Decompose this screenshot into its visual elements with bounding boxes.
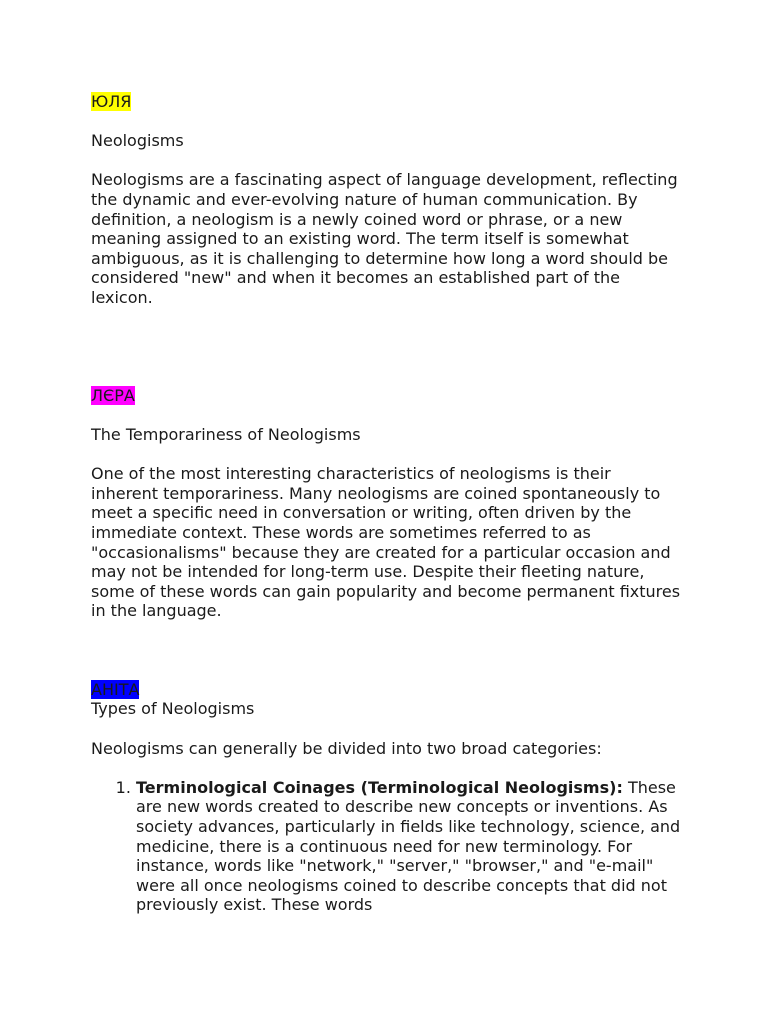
list-item-text: These are new words created to describe new concepts or inventions. As society advances, particularly in fields like technology, science, and medicine, there is a continuous need for new terminology. For instance, words like "network," "server," "browser," and "e-mail" were all once neologisms coined to describe concepts that did not previously exist. These words: [136, 777, 681, 915]
neologism-types-list: [91, 778, 681, 915]
speaker-label-1: [91, 92, 681, 112]
spacer: [91, 758, 681, 778]
document-page: [91, 92, 681, 915]
spacer: [91, 445, 681, 465]
spacer: [91, 719, 681, 739]
spacer: [91, 151, 681, 171]
spacer: [91, 621, 681, 680]
list-item-title: Terminological Coinages (Terminological Neologisms):: [136, 777, 623, 797]
spacer: [91, 308, 681, 386]
section-heading-1: Neologisms: [91, 131, 184, 151]
section-paragraph-1: Neologisms are a fascinating aspect of language development, reflecting the dynamic and ever-evolving nature of human communication. By definition, a neologism is a newly coined word or phrase, or a new meaning assigned to an existing word. The term itself is somewhat ambiguous, as it is challenging to determine how long a word should be considered "new" and when it becomes an established part of the lexicon.: [91, 170, 678, 307]
list-item: [136, 778, 681, 915]
speaker-label-3: [91, 680, 681, 700]
section-heading-2: The Temporariness of Neologisms: [91, 425, 361, 445]
spacer: [91, 112, 681, 132]
speaker-name-lera: ЛЄРА: [91, 385, 135, 405]
section-paragraph-2: One of the most interesting characteristics of neologisms is their inherent temporariness. Many neologisms are coined spontaneously to meet a specific need in conversation or writing, often driven by the immediate context. These words are sometimes referred to as "occasionalisms" because they are created for a particular occasion and may not be intended for long-term use. Despite their fleeting nature, some of these words can gain popularity and become permanent fixtures in the language.: [91, 464, 681, 621]
speaker-name-anita: АНІТА: [91, 679, 140, 699]
section-heading-3: Types of Neologisms: [91, 699, 255, 719]
section-intro-3: Neologisms can generally be divided into two broad categories:: [91, 738, 602, 758]
speaker-name-yulia: ЮЛЯ: [91, 92, 132, 111]
spacer: [91, 406, 681, 426]
speaker-label-2: [91, 386, 681, 406]
